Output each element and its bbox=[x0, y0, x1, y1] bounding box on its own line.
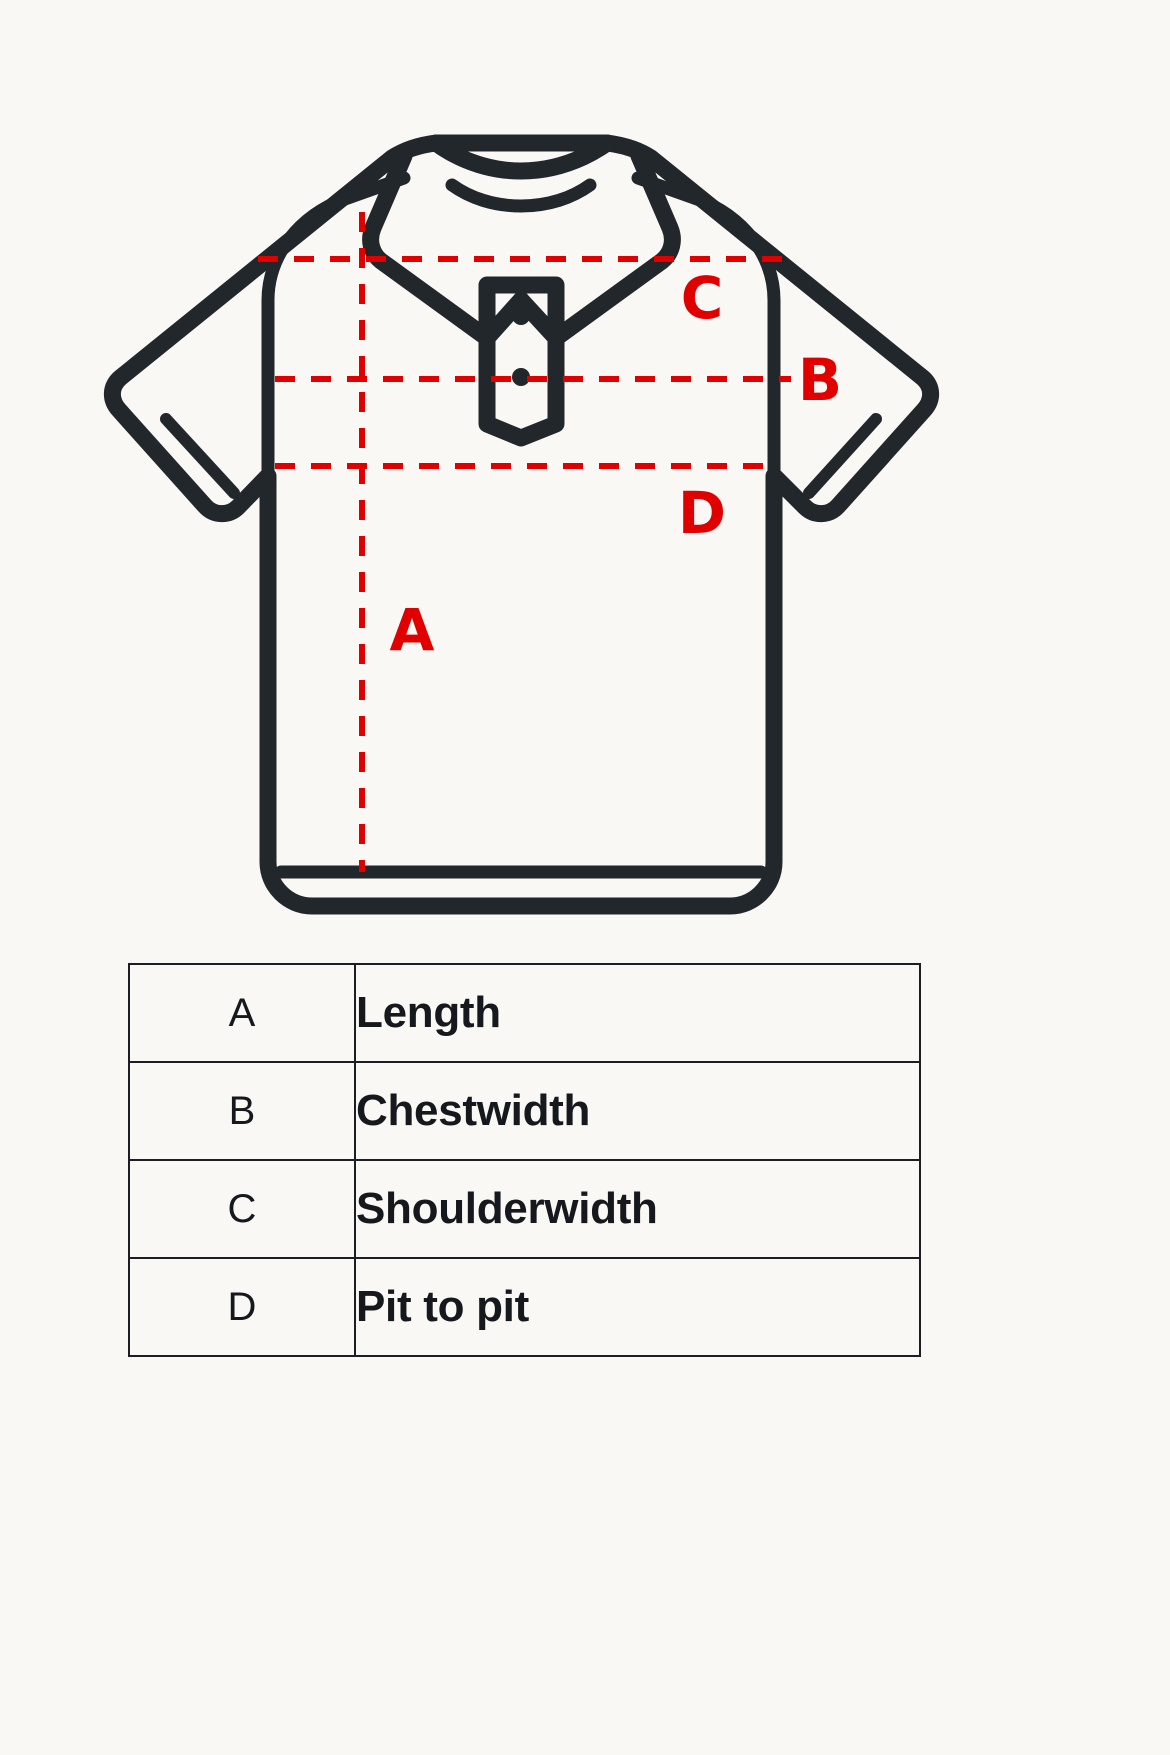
legend-code: B bbox=[129, 1062, 355, 1160]
label-D: D bbox=[677, 479, 727, 547]
table-row bbox=[129, 964, 920, 1062]
legend-code: C bbox=[129, 1160, 355, 1258]
label-B: B bbox=[797, 346, 843, 414]
legend-description: Shoulderwidth bbox=[355, 1160, 920, 1258]
placket-buttons bbox=[512, 307, 530, 386]
legend-code: D bbox=[129, 1258, 355, 1356]
legend-table bbox=[128, 963, 921, 1357]
label-A: A bbox=[389, 596, 435, 664]
legend-description: Chestwidth bbox=[355, 1062, 920, 1160]
legend-description: Pit to pit bbox=[355, 1258, 920, 1356]
label-C: C bbox=[680, 264, 724, 332]
legend bbox=[128, 963, 921, 1357]
table-row bbox=[129, 1258, 920, 1356]
legend-code: A bbox=[129, 964, 355, 1062]
table-row bbox=[129, 1062, 920, 1160]
legend-description: Length bbox=[355, 964, 920, 1062]
table-row bbox=[129, 1160, 920, 1258]
